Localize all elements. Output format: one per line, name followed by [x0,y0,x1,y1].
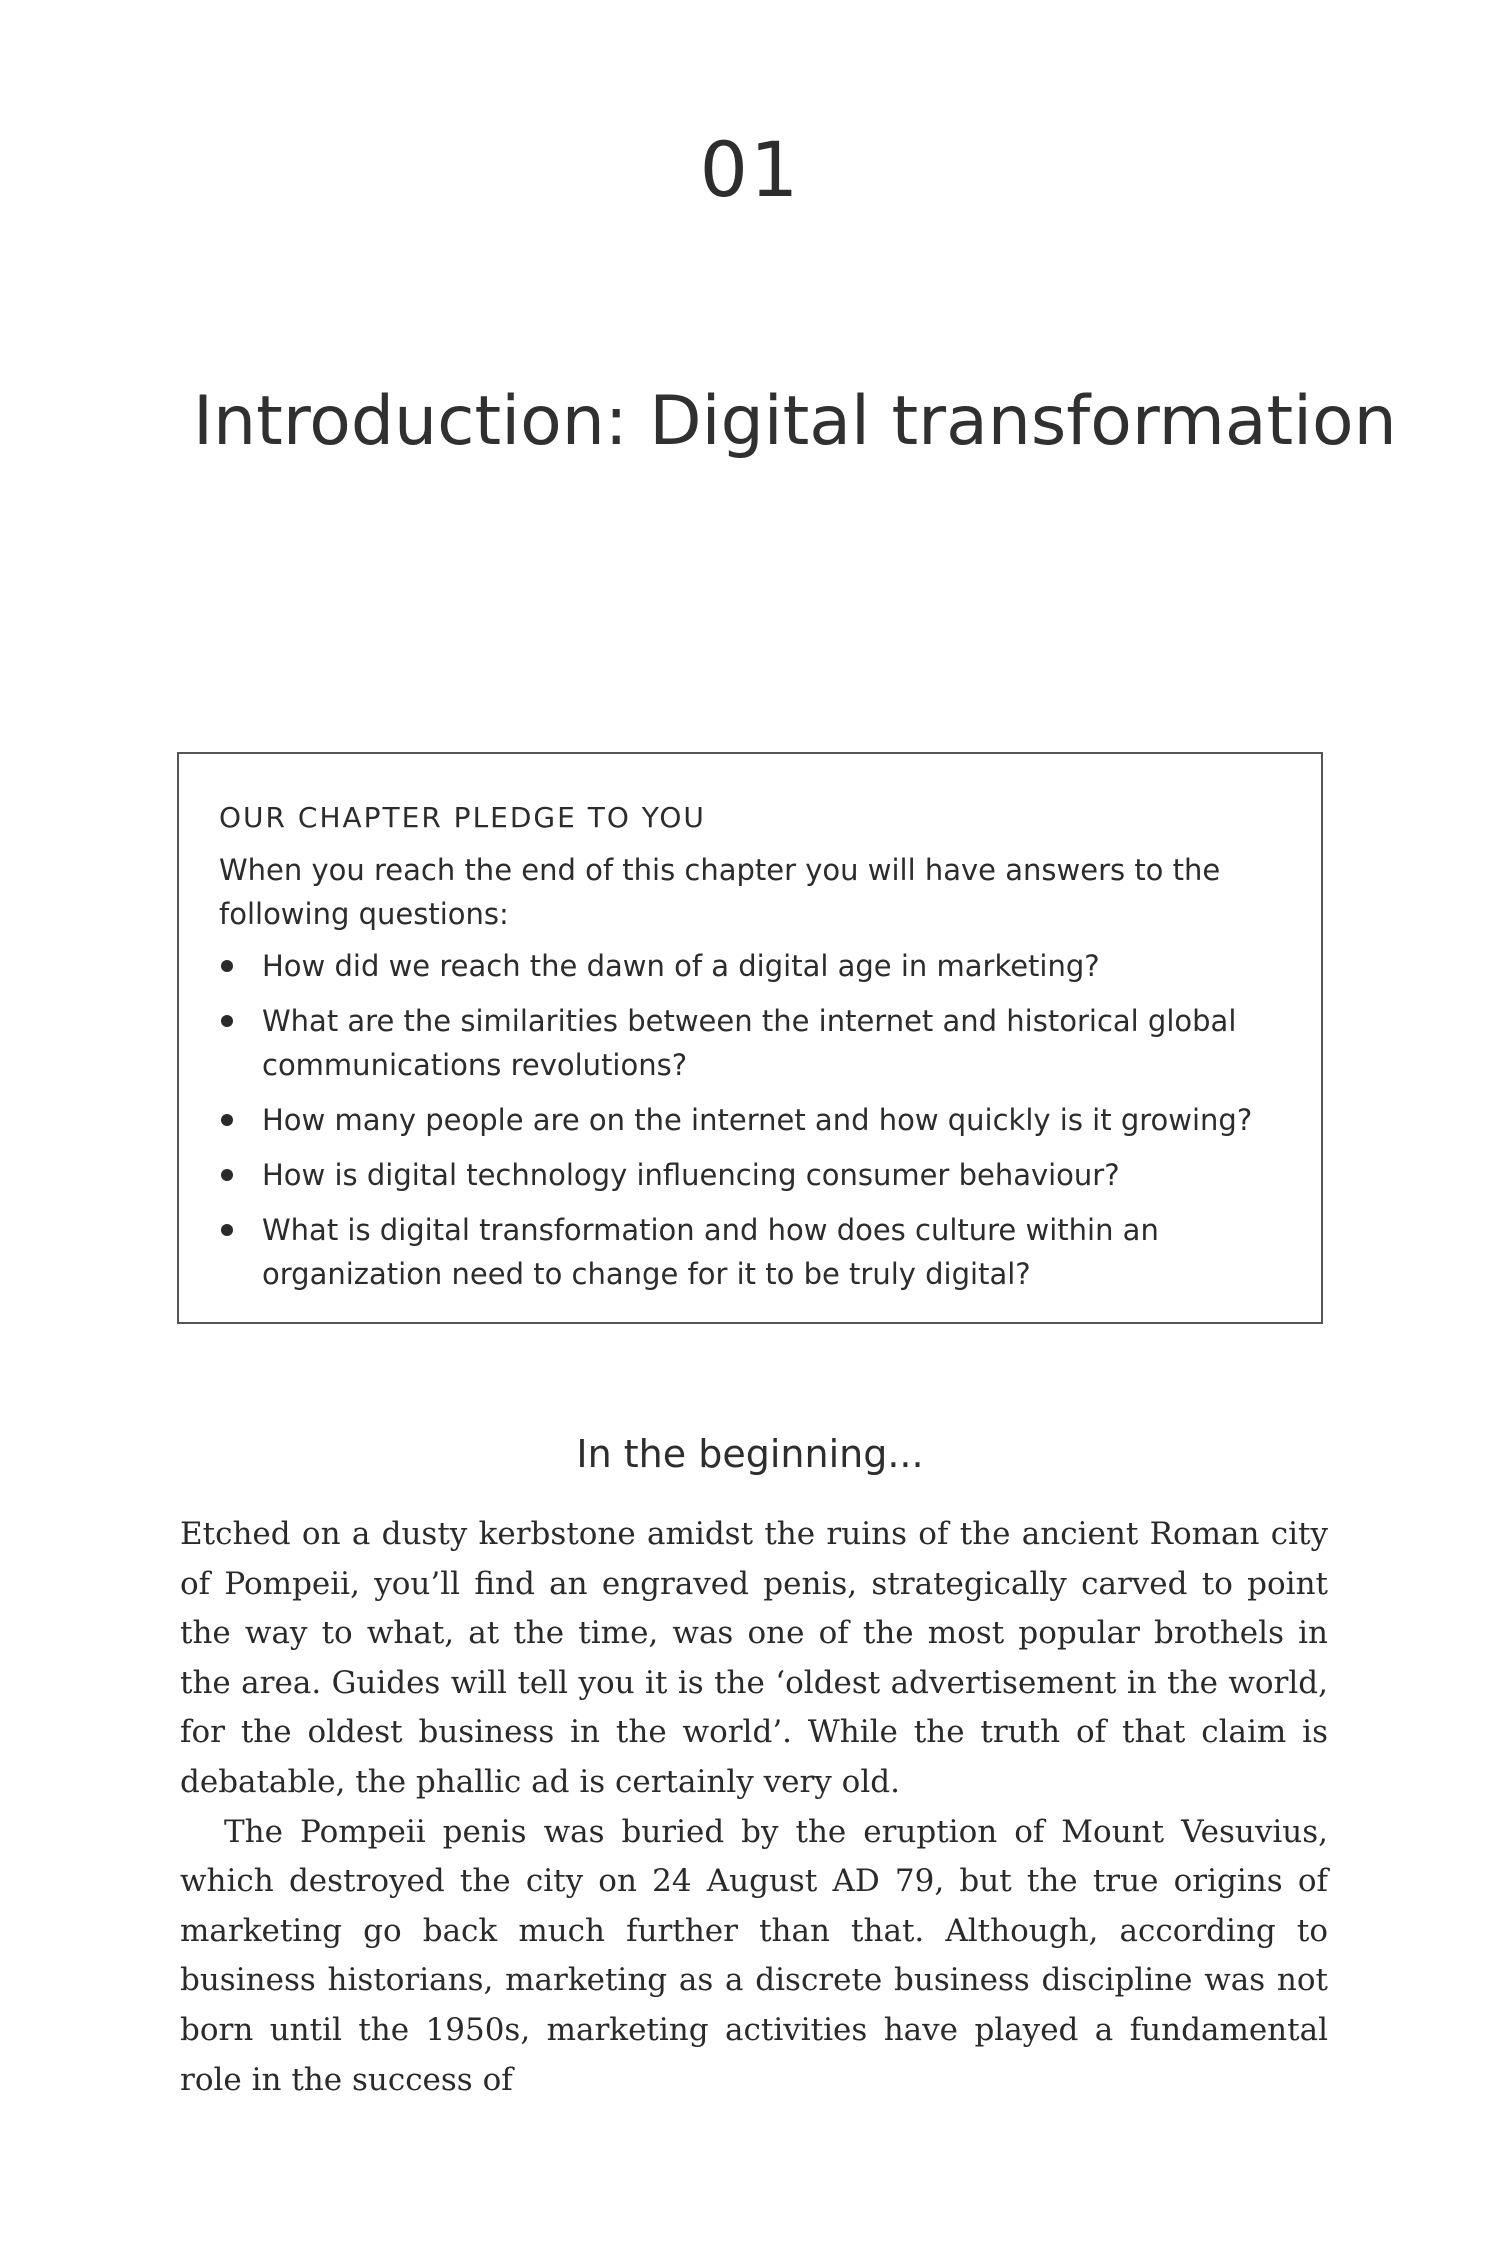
bullet-icon [221,1015,233,1027]
chapter-pledge-box [177,752,1323,1324]
pledge-question-item [219,1208,1281,1296]
section-heading: In the beginning... [576,1432,924,1476]
body-paragraph: Etched on a dusty kerbstone amidst the ruins of the ancient Roman city of Pompeii, you’ll find an engraved penis, strategically carved to point the way to what, at the time, was one of the most popular brothels in the area. Guides will tell you it is the ‘oldest advertisement in the world, for the oldest business in the world’. While the truth of that claim is debatable, the phallic ad is certainly very old. [180,1516,1328,1800]
pledge-intro: When you reach the end of this chapter you will have answers to the following questions: [219,853,1221,932]
body-paragraph: The Pompeii penis was buried by the eruption of Mount Vesuvius, which destroyed the city on 24 August AD 79, but the true origins of marketing go back much further than that. Although, according to business historians, marketing as a discrete business discipline was not born until the 1950s, marketing activities have played a fundamental role in the success of [180,1813,1328,2098]
pledge-question-item [219,944,1281,988]
bullet-icon [221,1114,233,1126]
pledge-question-text: What is digital transformation and how does culture within an organization need to change for it to be truly digital? [262,1213,1159,1292]
pledge-question-item [219,999,1281,1087]
chapter-number: 01 [699,125,801,214]
bullet-icon [221,1224,233,1236]
pledge-heading: OUR CHAPTER PLEDGE TO YOU [219,801,706,834]
pledge-question-text: How is digital technology influencing consumer behaviour? [262,1158,1120,1193]
pledge-question-list [219,944,1281,1296]
pledge-question-text: How did we reach the dawn of a digital age in marketing? [262,949,1100,984]
pledge-question-item [219,1098,1281,1142]
body-text [180,1510,1328,2105]
pledge-question-item [219,1153,1281,1197]
bullet-icon [221,1169,233,1181]
pledge-question-text: How many people are on the internet and how quickly is it growing? [262,1103,1253,1138]
pledge-question-text: What are the similarities between the internet and historical global communications revolutions? [262,1004,1237,1083]
chapter-title: Introduction: Digital transformation [193,382,1397,461]
bullet-icon [221,960,233,972]
